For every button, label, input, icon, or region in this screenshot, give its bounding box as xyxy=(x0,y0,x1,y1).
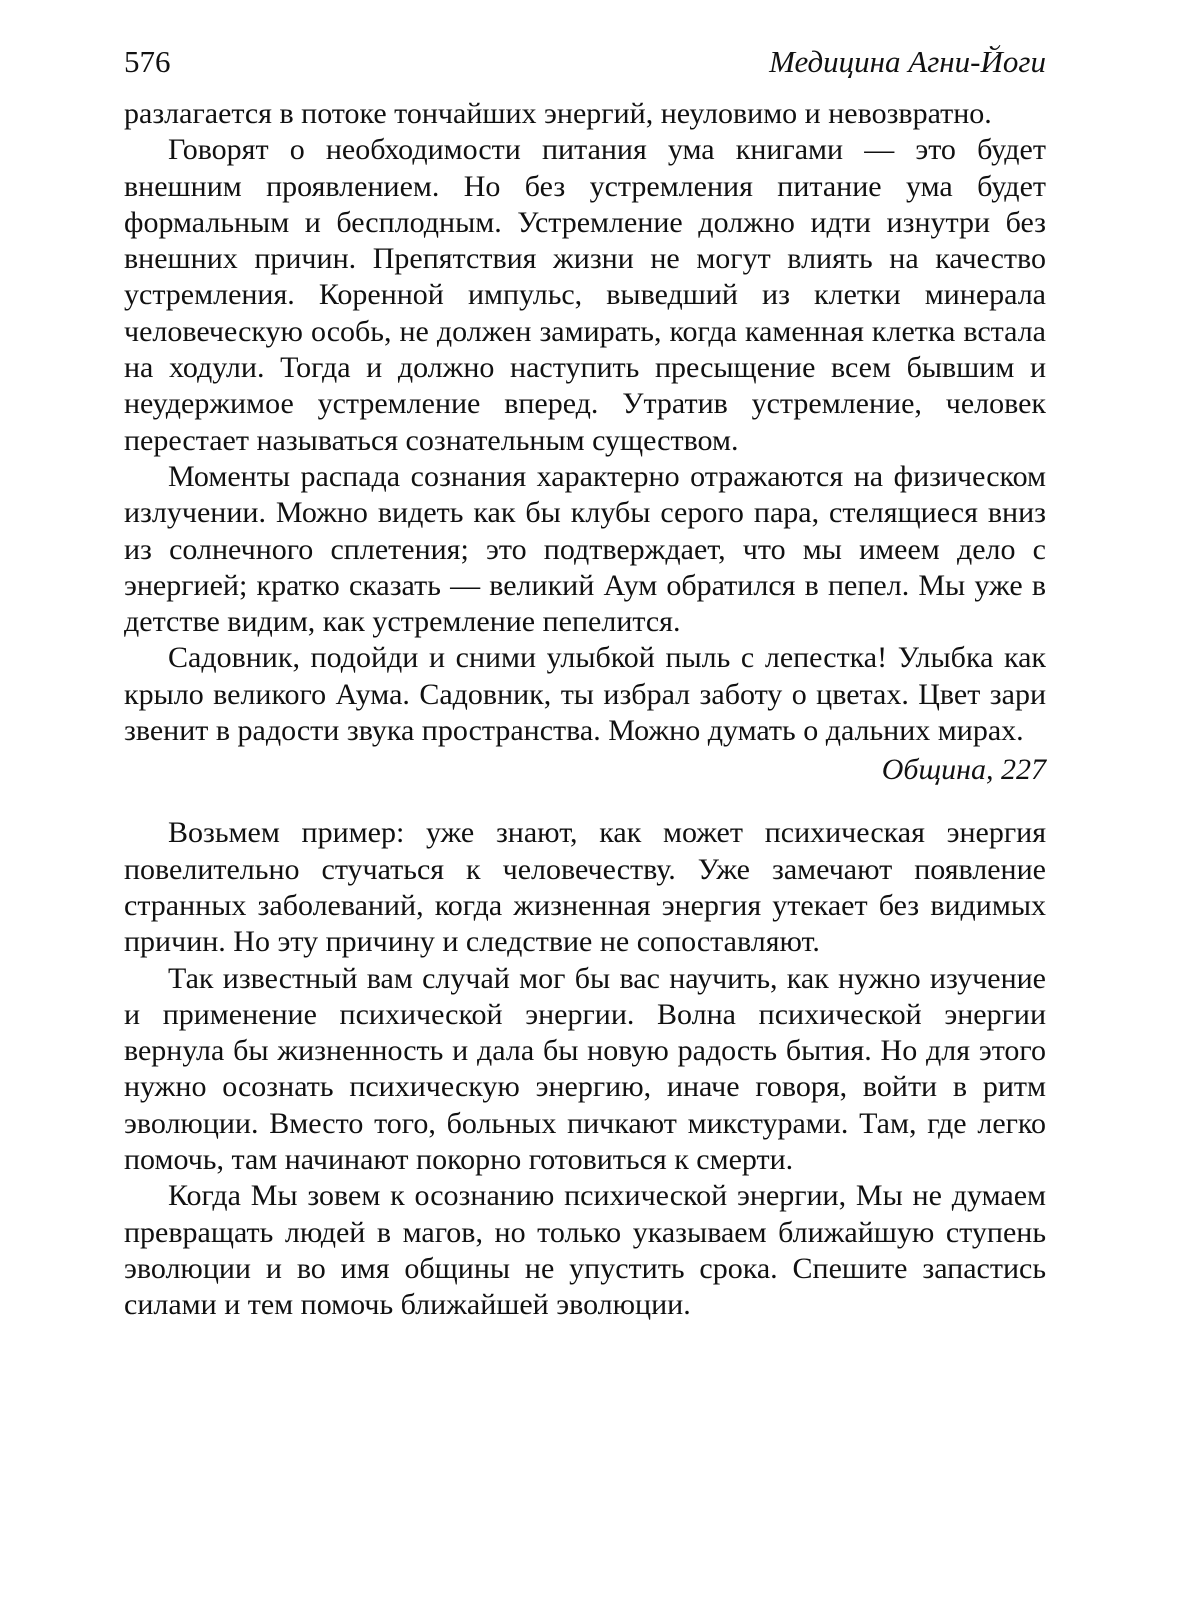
paragraph: Возьмем пример: уже знают, как может психическая энергия повелительно стучаться к человечеству. Уже замечают появление странных заболеваний, когда жизненная энергия утекает без видимых причин. Но эту причину и следствие не сопоставляют. xyxy=(124,816,1046,959)
paragraph: Садовник, подойди и сними улыбкой пыль с лепестка! Улыбка как крыло великого Аума. Садовник, ты избрал заботу о цветах. Цвет зари звенит в радости звука пространства. Можно думать о дальних мирах. xyxy=(124,641,1046,748)
paragraph: разлагается в потоке тончайших энергий, неуловимо и невозвратно. xyxy=(124,97,992,130)
paragraph: Так известный вам случай мог бы вас научить, как нужно изучение и применение психической энергии. Волна психической энергии вернула бы жизненность и дала бы новую радость бытия. Но для этого нужно осознать психическую энергию, иначе говоря, войти в ритм эволюции. Вместо того, больных пичкают микстурами. Там, где легко помочь, там начинают покорно готовиться к смерти. xyxy=(124,961,1046,1177)
book-page xyxy=(124,40,1046,1324)
book-title: Медицина Агни-Йоги xyxy=(769,44,1046,79)
running-head xyxy=(124,40,1046,96)
section-2 xyxy=(124,815,1046,1323)
source-citation: Община, 227 xyxy=(881,753,1046,787)
paragraph: Когда Мы зовем к осознанию психической энергии, Мы не думаем превращать людей в магов, но только указываем ближайшую ступень эволюции и во имя общины не упустить срока. Спешите запастись силами и тем помочь ближайшей эволюции. xyxy=(124,1179,1046,1322)
paragraph: Говорят о необходимости питания ума книгами — это будет внешним проявлением. Но без устремления питание ума будет формальным и бесплодным. Устремление должно идти изнутри без внешних причин. Препятствия жизни не могут влиять на качество устремления. Коренной импульс, выведший из клетки минерала человеческую особь, не должен замирать, когда каменная клетка встала на ходули. Тогда и должно наступить пресыщение всем бывшим и неудержимое устремление вперед. Утратив устремление, человек перестает называться сознательным существом. xyxy=(124,133,1046,457)
section-1 xyxy=(124,96,1046,789)
paragraph: Моменты распада сознания характерно отражаются на физическом излучении. Можно видеть как бы клубы серого пара, стелящиеся вниз из солнечного сплетения; это подтверждает, что мы имеем дело с энергией; кратко сказать — великий Аум обратился в пепел. Мы уже в детстве видим, как устремление пепелится. xyxy=(124,459,1046,639)
page-number: 576 xyxy=(124,44,171,79)
